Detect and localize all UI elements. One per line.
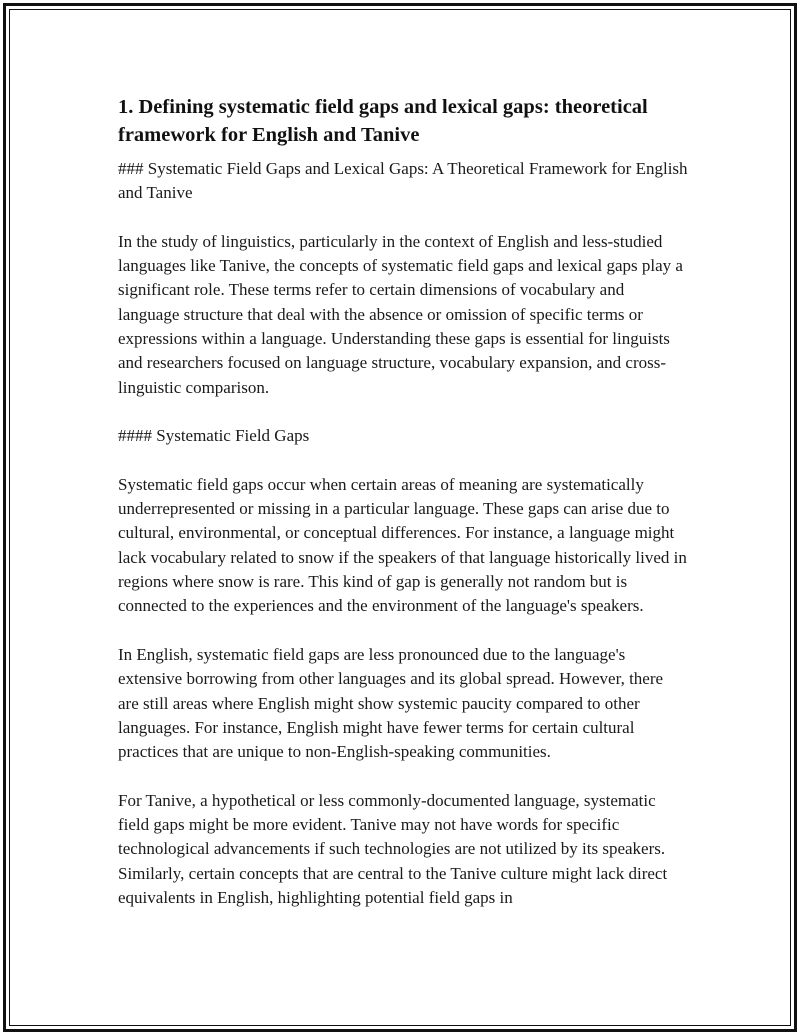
subheading-paragraph: ### Systematic Field Gaps and Lexical Gaps: A Theoretical Framework for English and Tanive	[118, 159, 688, 203]
document-body	[118, 93, 688, 935]
section-title: 1. Defining systematic field gaps and lexical gaps: theoretical framework for English and Tanive	[118, 96, 648, 146]
intro-paragraph: In the study of linguistics, particularly in the context of English and less-studied languages like Tanive, the concepts of systematic field gaps and lexical gaps play a significant role. These terms refer to certain dimensions of vocabulary and language structure that deal with the absence or omission of specific terms or expressions within a language. Understanding these gaps is essential for linguists and researchers focused on language structure, vocabulary expansion, and cross-linguistic comparison.	[118, 231, 683, 397]
body-paragraph: Systematic field gaps occur when certain areas of meaning are systematically underrepresented or missing in a particular language. These gaps can arise due to cultural, environmental, or conceptual differences. For instance, a language might lack vocabulary related to snow if the speakers of that language historically lived in regions where snow is rare. This kind of gap is generally not random but is connected to the experiences and the environment of the language's speakers.	[118, 474, 687, 616]
body-paragraph: For Tanive, a hypothetical or less commonly-documented language, systematic field gaps might be more evident. Tanive may not have words for specific technological advancements if such technologies are not utilized by its speakers. Similarly, certain concepts that are central to the Tanive culture might lack direct equivalents in English, highlighting potential field gaps in	[118, 790, 668, 907]
subheading-paragraph: #### Systematic Field Gaps	[118, 426, 310, 446]
body-paragraph: In English, systematic field gaps are less pronounced due to the language's extensive borrowing from other languages and its global spread. However, there are still areas where English might show systemic paucity compared to other languages. For instance, English might have fewer terms for certain cultural practices that are unique to non-English-speaking communities.	[118, 644, 664, 762]
